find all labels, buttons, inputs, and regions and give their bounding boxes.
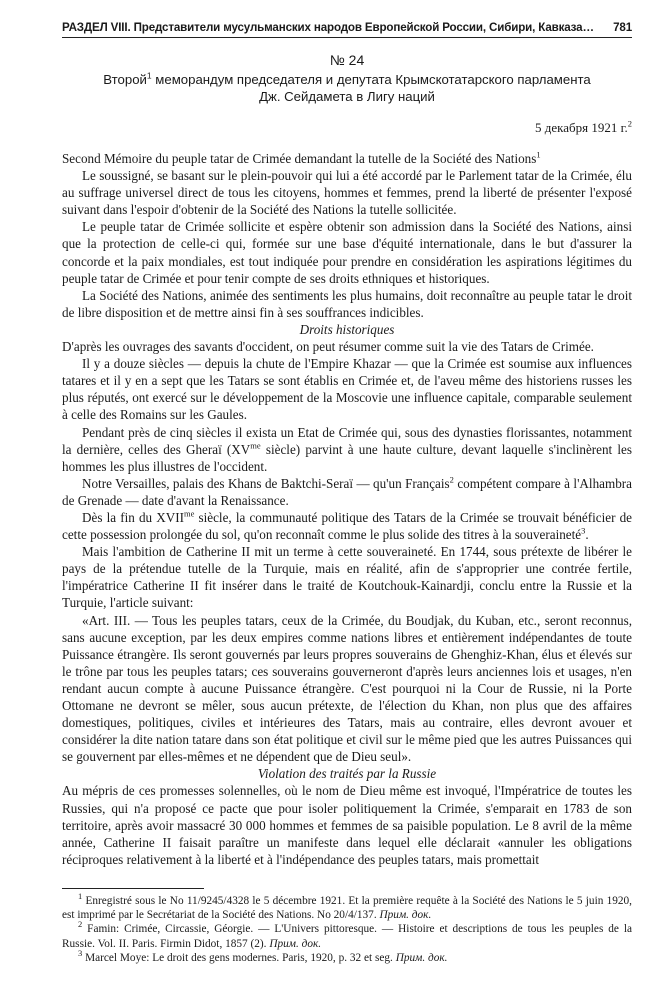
paragraph: Mais l'ambition de Catherine II mit un terme à cette souveraineté. En 1744, sous prétexte de libérer le pays de la prétendue tutelle de la Turquie, mais en réalité, afin de s'approprier une contrée fertile, l'impératrice Catherine II fit insérer dans le traité de Koutchouk-Kainardji, conclu entre la Russie et la Turquie, l'article suivant: — [62, 544, 632, 611]
paragraph: Le peuple tatar de Crimée sollicite et espère obtenir son admission dans la Société des Nations, ainsi que la protection de celle-ci qui, formée sur une base d'équité internationale, dans le but d'assurer la concorde et la paix mondiales, est tout indiquée pour prendre en considération les aspirations légitimes du peuple tatar de Crimée et pour tenir compte de ses droits ethniques et historiques. — [62, 219, 632, 286]
document-title-line2: Дж. Сейдамета в Лигу наций — [259, 89, 435, 104]
document-page — [62, 0, 632, 1003]
treaty-quote: «Art. III. — Tous les peuples tatars, ceux de la Crimée, du Boudjak, du Kuban, etc., seront reconnus, sans aucune exception, par les deux empires comme nations libres et entièrement indépendantes de toute Puissance étrangère. Ils seront gouvernés par leurs propres souverains de Ghenghiz-Khan, élus et élevés sur le trône par tous les peuples tatars; ces souverains gouverneront d'après leurs anciennes lois et usages, n'en rendant aucun compte à aucune Puissance étrangère. C'est pourquoi ni la Cour de Russie, ni la Porte Ottomane ne devront se mêler, sous aucun prétexte, de l'élection du Khan, non plus que des affaires domestiques, politiques, civiles et intérieures des Tatars, mais au contraire, elles devront avouer et considérer la dite nation tatare dans son état politique et civil sur le même pied que les autres Puissances qui se gouvernent par elles-mêmes et ne dépendent que de Dieu seul». — [62, 612, 632, 765]
header-rule — [62, 37, 632, 38]
paragraph: Dès la fin du $XVII^{me}$ siècle, la communauté politique des Tatars de la Crimée se trouvait bénéficier de cette possession prolongée du sol, qu'on reconnaît comme le plus solide des titres à la souveraineté$^3$. — [62, 508, 632, 543]
footnote: $^1$ Enregistré sous le No 11/9245/4328 le 5 décembre 1921. Et la première requête à la Société des Nations le 5 juin 1920, est imprimé par le Secrétariat de la Société des Nations. No 20/4/137. Прим. док. — [62, 891, 632, 922]
paragraph: Le soussigné, se basant sur le plein-pouvoir qui lui a été accordé par le Parlement tatar de la Crimée, élu au suffrage universel direct de tous les citoyens, hommes et femmes, prend la liberté de présenter l'exposé suivant dans l'espoir d'obtenir de la Société des Nations la tutelle sollicitée. — [62, 168, 632, 218]
paragraph: La Société des Nations, animée des sentiments les plus humains, doit reconnaître au peuple tatar le droit de libre disposition et de mettre ainsi fin à ses souffrances indicibles. — [62, 287, 632, 320]
document-number: № 24 — [329, 52, 365, 68]
paragraph: Au mépris de ces promesses solennelles, où le nom de Dieu même est invoqué, l'Impératrice de toutes les Russies, qui n'a proposé ce pacte que pour isoler politiquement la Crimée, s'emparait en 1783 de son territoire, après avoir massacré 30 000 hommes et femmes de sa paisible population. Le 8 avril de la même année, Catherine II faisait paraître un manifeste dans lequel elle déclarait «annuler les obligations réciproques relativement à la liberté et à l'indépendance des peuples tatars, mais promettait — [62, 783, 632, 867]
paragraph: Il y a douze siècles — depuis la chute de l'Empire Khazar — que la Crimée est soumise aux influences tatares et il y en a sept que les Tatars se sont établis en Crimée et, de l'aveu même des historiens russes les plus réputés, ont exercé sur le développement de la Moscovie une influence capitale, comparable seulement à celle des Romains sur les Gaules. — [62, 356, 632, 423]
paragraph: Pendant près de cinq siècles il exista un Etat de Crimée qui, sous des dynasties florissantes, notamment la dernière, celles des Gheraï ($XV^{me}$ siècle) parvint à une haute culture, devant laquelle s'inclinèrent les hommes les plus illustres de l'occident. — [62, 424, 632, 474]
document-date: 5 декабря 1921 г.$^2$ — [535, 118, 632, 135]
footnote: $^3$ Marcel Moye: Le droit des gens modernes. Paris, 1920, p. 32 et seg. Прим. док. — [78, 948, 448, 964]
document-title: Второй$^1$ меморандум председателя и депутата Крымскотатарского парламента Дж. Сейдамета в Лигу наций — [103, 70, 591, 104]
section-heading: Violation des traités par la Russie — [257, 766, 437, 782]
footnote-rule — [62, 888, 204, 889]
running-header — [62, 21, 632, 34]
paragraph: D'après les ouvrages des savants d'occident, on peut résumer comme suit la vie des Tatars de Crimée. — [62, 339, 594, 355]
body-text — [62, 150, 632, 868]
footnote: $^2$ Famin: Crimée, Circassie, Géorgie. — L'Univers pittoresque. — Histoire et descriptions de tous les peuples de la Russie. Vol. II. Paris. Firmin Didot, 1857 (2). Прим. док. — [62, 919, 632, 950]
page-number: 781 — [613, 21, 632, 34]
footnotes — [62, 891, 632, 965]
section-heading: Droits historiques — [299, 321, 395, 337]
memo-heading: Second Mémoire du peuple tatar de Crimée demandant la tutelle de la Société des Nations$^1$ — [62, 149, 541, 166]
paragraph: Notre Versailles, palais des Khans de Baktchi-Seraï — qu'un Français$^2$ compétent compare à l'Alhambra de Grenade — date d'avant la Renaissance. — [62, 474, 632, 508]
section-title: РАЗДЕЛ VIII. Представители мусульманских народов Европейской России, Сибири, Кавказа… — [62, 21, 594, 34]
